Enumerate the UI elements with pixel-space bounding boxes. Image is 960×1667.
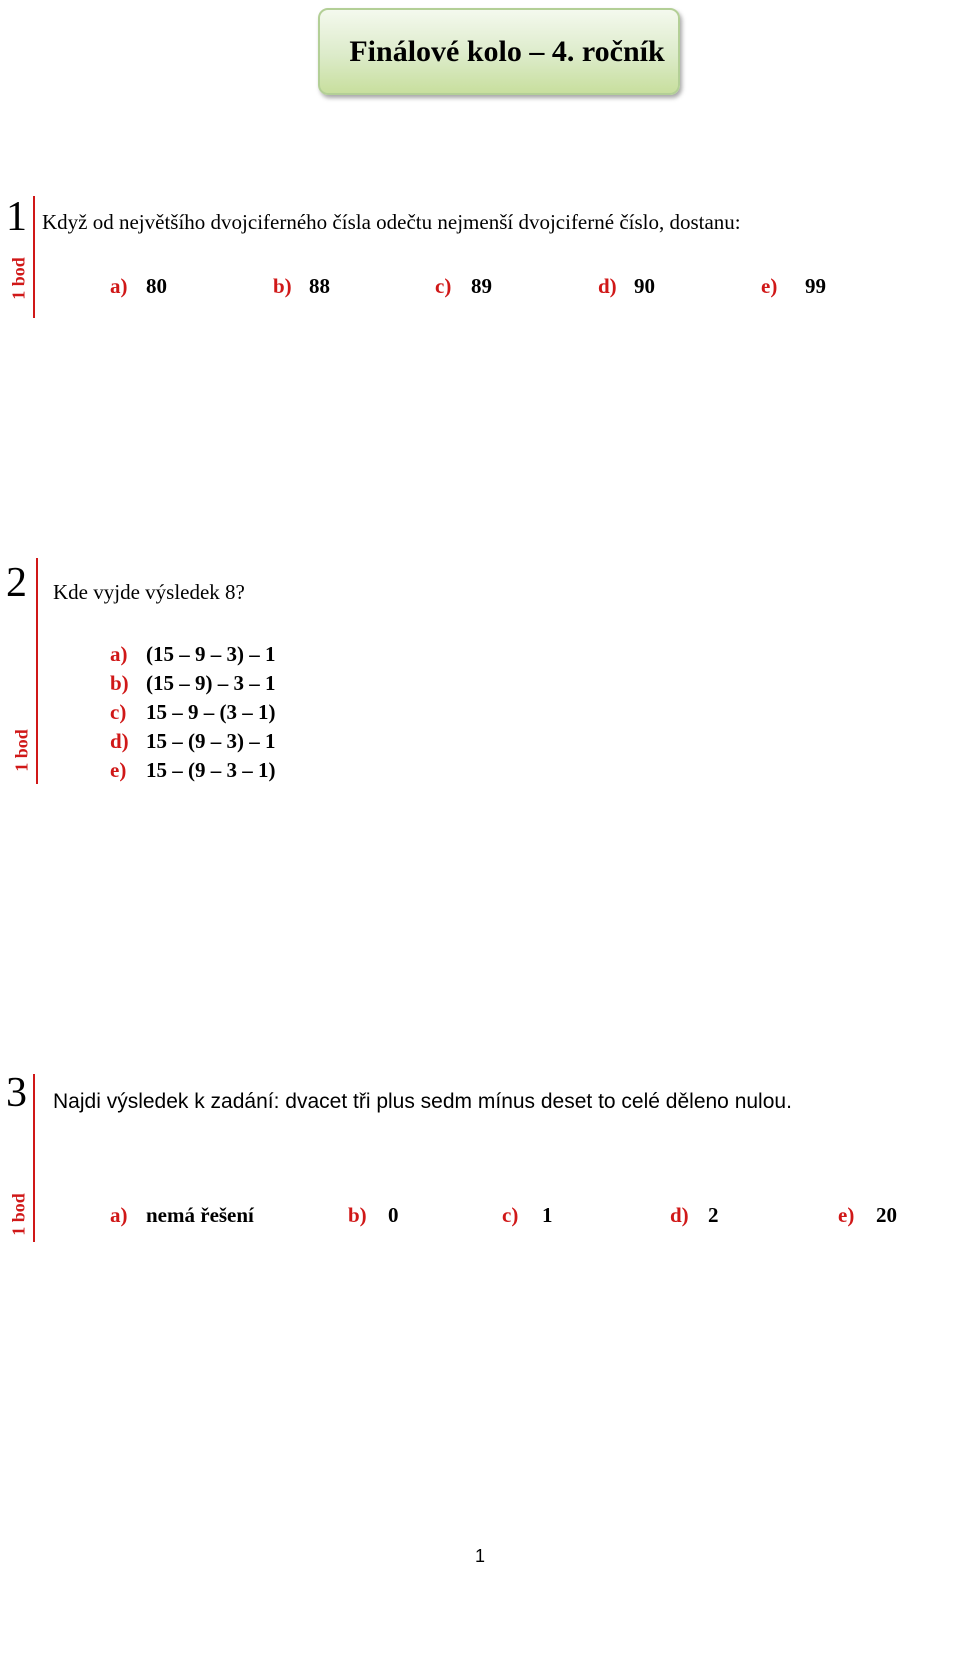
q2-option-b[interactable] [110,671,276,695]
q3-option-b[interactable] [348,1203,399,1227]
question-1-points: 1 bod [8,257,29,300]
q2-option-c[interactable] [110,700,276,724]
option-value: 99 [805,274,826,298]
question-3-rule [33,1074,35,1242]
option-label: a) [110,642,128,666]
question-1-rule [33,196,35,318]
q3-option-c[interactable] [502,1203,553,1227]
option-label: d) [670,1203,689,1227]
option-value: 20 [876,1203,897,1227]
question-3-points: 1 bod [8,1193,29,1236]
option-value: nemá řešení [146,1203,254,1227]
question-2-text: Kde vyjde výsledek 8? [53,580,245,604]
option-label: c) [435,274,452,298]
q1-option-d[interactable] [598,274,655,298]
option-label: b) [273,274,292,298]
q2-option-e[interactable] [110,758,276,782]
q1-option-a[interactable] [110,274,167,298]
option-label: d) [598,274,617,298]
option-value: 2 [708,1203,719,1227]
page-title: Finálové kolo – 4. ročník [349,34,665,68]
option-value: 90 [634,274,655,298]
option-value: 0 [388,1203,399,1227]
option-label: a) [110,1203,128,1227]
option-value: 1 [542,1203,553,1227]
option-label: e) [110,758,127,782]
question-1-number: 1 [6,194,27,240]
question-3-text: Najdi výsledek k zadání: dvacet tři plus sedm mínus deset to celé děleno nulou. [53,1090,792,1113]
title-box [318,8,680,95]
q2-option-a[interactable] [110,642,276,666]
q3-option-d[interactable] [670,1203,719,1227]
option-label: e) [838,1203,855,1227]
option-value: 88 [309,274,330,298]
option-value: 89 [471,274,492,298]
q2-option-d[interactable] [110,729,276,753]
option-label: a) [110,274,128,298]
option-value: (15 – 9) – 3 – 1 [146,671,276,695]
option-value: 15 – (9 – 3 – 1) [146,758,276,782]
option-value: 15 – 9 – (3 – 1) [146,700,276,724]
question-3-number: 3 [6,1070,27,1116]
option-label: b) [348,1203,367,1227]
page-number: 1 [474,1546,485,1566]
option-label: e) [761,274,778,298]
option-value: 80 [146,274,167,298]
option-value: (15 – 9 – 3) – 1 [146,642,276,666]
question-2-points: 1 bod [11,729,32,772]
q1-option-c[interactable] [435,274,492,298]
option-label: c) [110,700,127,724]
option-label: b) [110,671,129,695]
question-2-rule [36,558,38,784]
question-2-number: 2 [6,560,27,606]
option-value: 15 – (9 – 3) – 1 [146,729,276,753]
q1-option-b[interactable] [273,274,330,298]
q3-option-a[interactable] [110,1203,254,1227]
option-label: d) [110,729,129,753]
q3-option-e[interactable] [838,1203,897,1227]
option-label: c) [502,1203,519,1227]
q1-option-e[interactable] [761,274,826,298]
question-1-text: Když od největšího dvojciferného čísla odečtu nejmenší dvojciferné číslo, dostanu: [42,210,741,234]
